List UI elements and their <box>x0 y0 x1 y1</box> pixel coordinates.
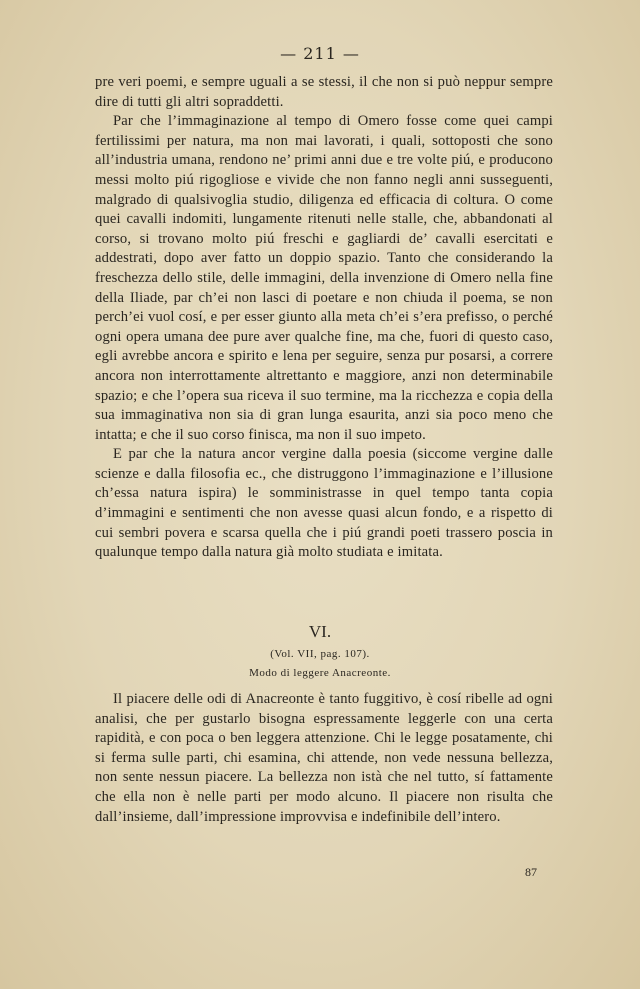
section-title: Modo di leggere Anacreonte. <box>249 667 391 679</box>
section-reference: (Vol. VII, pag. 107). <box>270 648 370 660</box>
section-number: VI. <box>308 622 332 641</box>
top-text-block <box>95 73 553 563</box>
paragraph-continuation: pre veri poemi, e sempre uguali a se stessi, il che non si può neppur sempre dire di tutti gli altri sopraddetti. <box>95 74 553 110</box>
paragraph-omero: Par che l’immaginazione al tempo di Omero fosse come quei campi fertilissimi per natura, ma non mai lavorati, i quali, sottoposti che sono all’industria umana, rendono ne’ primi anni due e tre volte piú, e producono messi molto piú rigogliose e vivide che non fanno negli anni susseguenti, malgrado di qualsivoglia studio, diligenza ed efficacia di coltura. O come quei cavalli indomiti, lungamente ritenuti nelle stalle, che, abbandonati al corso, si trovano molto piú freschi e gagliardi de’ cavalli esercitati e addestrati, dopo aver fatto un doppio spazio. Tanto che considerando la freschezza dello stile, delle immagini, della invenzione di Omero nella fine della Iliade, par ch’ei non lasci di poetare e non chiuda il poema, se non perch’ei vuol cosí, e per esser giunto alla meta ch’ei s’era prefisso, o perché ogni opera umana dee pure aver qualche fine, ma che, fuori di questo caso, egli avrebbe ancora e spirito e lena per seguire, senza pur posarsi, a correre ancora non interrottamente altrettanto e maggiore, anzi non determinabile spazio; e che l’opera sua riceva il suo termine, ma la ricchezza e copia della sua immaginativa non sia di gran lunga esaurita, anzi sia poco meno che intatta; e che il suo corso finisca, ma non il suo impeto. <box>95 113 553 443</box>
page-number-header: — 211 — <box>280 44 360 63</box>
paragraph-anacreonte: Il piacere delle odi di Anacreonte è tanto fuggitivo, è cosí ribelle ad ogni analisi, che per gustarlo bisogna espressamente leggerle con una certa rapidità, e con poca o ben leggera attenzione. Chi le legge posatamente, chi si ferma sulle parti, chi esamina, chi attende, non vede nessuna bellezza, non sente nessun piacere. La bellezza non istà che nel tutto, sí fattamente che ella non è nelle parti per modo alcuno. Il piacere non risulta che dall’insieme, dall’impressione improvvisa e indefinibile dell’intero. <box>95 691 553 825</box>
paragraph-natura: E par che la natura ancor vergine dalla poesia (siccome vergine dalle scienze e dalla filosofia ec., che distruggono l’immaginazione e l’illusione ch’essa natura ispira) le somministrasse in quel tempo tanta copia d’immagini e sentimenti che non avesse quasi alcun fondo, e a rispetto di cui sembri povera e scarsa quella che i piú grandi poeti trassero poscia in qualunque tempo dalla natura già molto studiata e imitata. <box>95 446 553 561</box>
signature-mark: 87 <box>525 865 537 879</box>
bottom-text-block <box>95 690 553 827</box>
